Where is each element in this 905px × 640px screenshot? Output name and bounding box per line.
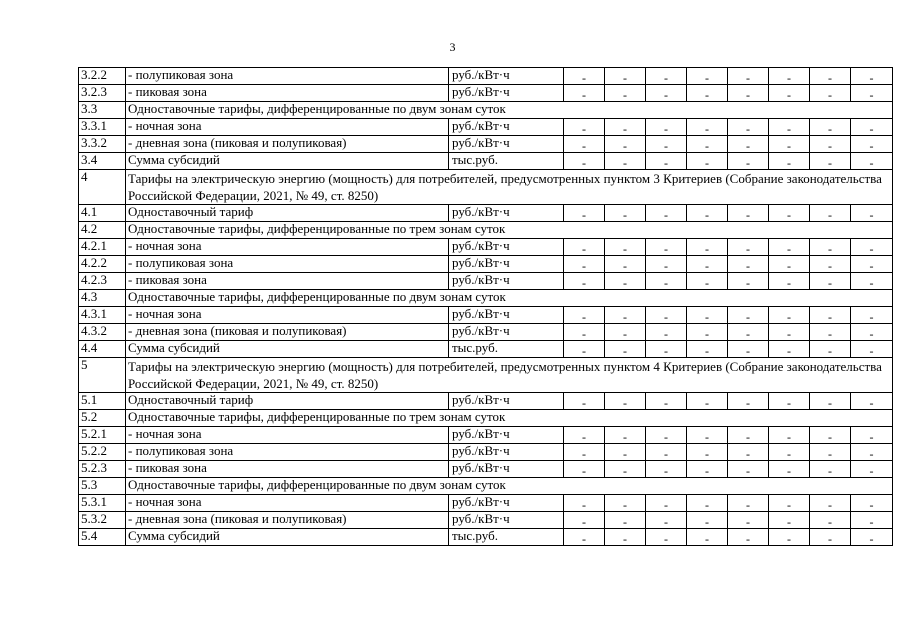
value-cell: - [564, 85, 605, 102]
row-number: 3.3.2 [79, 136, 126, 153]
row-label: - ночная зона [126, 495, 449, 512]
table-row [79, 153, 893, 170]
value-cell: - [851, 256, 893, 273]
row-label: - полупиковая зона [126, 68, 449, 85]
value-cell: - [728, 256, 769, 273]
row-number: 3.3.1 [79, 119, 126, 136]
value-cell: - [728, 427, 769, 444]
value-cell: - [564, 495, 605, 512]
row-unit: руб./кВт·ч [449, 119, 564, 136]
value-cell: - [851, 324, 893, 341]
value-cell: - [769, 324, 810, 341]
row-unit: руб./кВт·ч [449, 427, 564, 444]
row-label: Одноставочные тарифы, дифференцированные по трем зонам суток [126, 222, 893, 239]
value-cell: - [687, 341, 728, 358]
table-row [79, 68, 893, 85]
value-cell: - [646, 393, 687, 410]
value-cell: - [810, 512, 851, 529]
value-cell: - [769, 495, 810, 512]
value-cell: - [810, 461, 851, 478]
row-number: 5.2.3 [79, 461, 126, 478]
value-cell: - [605, 393, 646, 410]
value-cell: - [564, 427, 605, 444]
row-number: 5.2 [79, 410, 126, 427]
value-cell: - [810, 136, 851, 153]
value-cell: - [728, 512, 769, 529]
value-cell: - [605, 444, 646, 461]
row-number: 4.1 [79, 205, 126, 222]
value-cell: - [564, 205, 605, 222]
value-cell: - [728, 136, 769, 153]
table-row [79, 136, 893, 153]
value-cell: - [769, 85, 810, 102]
value-cell: - [810, 153, 851, 170]
value-cell: - [646, 444, 687, 461]
table-row [79, 410, 893, 427]
row-unit: руб./кВт·ч [449, 68, 564, 85]
table-row [79, 427, 893, 444]
row-number: 5 [79, 358, 126, 393]
value-cell: - [605, 324, 646, 341]
value-cell: - [810, 239, 851, 256]
row-label: Сумма субсидий [126, 341, 449, 358]
row-number: 5.4 [79, 529, 126, 546]
value-cell: - [728, 205, 769, 222]
value-cell: - [810, 444, 851, 461]
value-cell: - [728, 461, 769, 478]
value-cell: - [810, 324, 851, 341]
value-cell: - [851, 427, 893, 444]
value-cell: - [810, 273, 851, 290]
row-unit: тыс.руб. [449, 153, 564, 170]
value-cell: - [769, 205, 810, 222]
value-cell: - [564, 153, 605, 170]
value-cell: - [810, 307, 851, 324]
table-row [79, 102, 893, 119]
row-number: 5.3.1 [79, 495, 126, 512]
row-number: 3.2.3 [79, 85, 126, 102]
value-cell: - [851, 68, 893, 85]
value-cell: - [851, 239, 893, 256]
row-unit: руб./кВт·ч [449, 307, 564, 324]
table-row [79, 307, 893, 324]
row-unit: руб./кВт·ч [449, 444, 564, 461]
value-cell: - [810, 68, 851, 85]
table-row [79, 461, 893, 478]
row-number: 5.3 [79, 478, 126, 495]
value-cell: - [687, 307, 728, 324]
row-label: Одноставочные тарифы, дифференцированные по двум зонам суток [126, 478, 893, 495]
value-cell: - [728, 119, 769, 136]
value-cell: - [687, 495, 728, 512]
value-cell: - [605, 512, 646, 529]
value-cell: - [810, 427, 851, 444]
value-cell: - [769, 119, 810, 136]
row-unit: руб./кВт·ч [449, 85, 564, 102]
value-cell: - [646, 136, 687, 153]
value-cell: - [851, 85, 893, 102]
value-cell: - [646, 529, 687, 546]
table-row [79, 324, 893, 341]
row-unit: тыс.руб. [449, 529, 564, 546]
row-unit: руб./кВт·ч [449, 324, 564, 341]
value-cell: - [728, 341, 769, 358]
value-cell: - [564, 393, 605, 410]
row-label: - полупиковая зона [126, 444, 449, 461]
value-cell: - [728, 529, 769, 546]
value-cell: - [728, 85, 769, 102]
row-unit: руб./кВт·ч [449, 393, 564, 410]
value-cell: - [851, 444, 893, 461]
value-cell: - [851, 205, 893, 222]
value-cell: - [646, 119, 687, 136]
row-label: Одноставочные тарифы, дифференцированные по трем зонам суток [126, 410, 893, 427]
value-cell: - [564, 273, 605, 290]
row-number: 4.3 [79, 290, 126, 307]
row-label: Одноставочный тариф [126, 205, 449, 222]
table-row [79, 170, 893, 205]
value-cell: - [605, 341, 646, 358]
row-number: 4.4 [79, 341, 126, 358]
value-cell: - [564, 68, 605, 85]
table-row [79, 119, 893, 136]
value-cell: - [605, 495, 646, 512]
value-cell: - [810, 119, 851, 136]
value-cell: - [687, 119, 728, 136]
row-label: - пиковая зона [126, 461, 449, 478]
table-row [79, 512, 893, 529]
row-label: - пиковая зона [126, 273, 449, 290]
row-unit: руб./кВт·ч [449, 512, 564, 529]
row-label: - ночная зона [126, 307, 449, 324]
value-cell: - [646, 273, 687, 290]
value-cell: - [728, 239, 769, 256]
row-label: Одноставочный тариф [126, 393, 449, 410]
value-cell: - [687, 324, 728, 341]
value-cell: - [687, 461, 728, 478]
value-cell: - [687, 153, 728, 170]
value-cell: - [728, 273, 769, 290]
value-cell: - [728, 393, 769, 410]
value-cell: - [769, 68, 810, 85]
value-cell: - [564, 119, 605, 136]
value-cell: - [687, 512, 728, 529]
row-label: - ночная зона [126, 239, 449, 256]
value-cell: - [728, 495, 769, 512]
value-cell: - [646, 205, 687, 222]
row-number: 3.4 [79, 153, 126, 170]
value-cell: - [769, 341, 810, 358]
row-label: Сумма субсидий [126, 529, 449, 546]
table-row [79, 222, 893, 239]
value-cell: - [687, 256, 728, 273]
row-label: Тарифы на электрическую энергию (мощность) для потребителей, предусмотренных пунктом 3 Критериев (Собрание законодательства Российской Федерации, 2021, № 49, ст. 8250) [126, 170, 893, 205]
value-cell: - [564, 239, 605, 256]
value-cell: - [646, 495, 687, 512]
value-cell: - [769, 529, 810, 546]
value-cell: - [810, 393, 851, 410]
value-cell: - [605, 68, 646, 85]
value-cell: - [769, 393, 810, 410]
value-cell: - [564, 461, 605, 478]
row-number: 4 [79, 170, 126, 205]
value-cell: - [769, 307, 810, 324]
row-label: - пиковая зона [126, 85, 449, 102]
value-cell: - [646, 68, 687, 85]
page-number: 3 [449, 40, 456, 54]
value-cell: - [851, 153, 893, 170]
row-label: Тарифы на электрическую энергию (мощность) для потребителей, предусмотренных пунктом 4 Критериев (Собрание законодательства Российской Федерации, 2021, № 49, ст. 8250) [126, 358, 893, 393]
row-label: - полупиковая зона [126, 256, 449, 273]
row-unit: руб./кВт·ч [449, 495, 564, 512]
value-cell: - [810, 205, 851, 222]
value-cell: - [605, 136, 646, 153]
value-cell: - [646, 307, 687, 324]
value-cell: - [646, 427, 687, 444]
row-number: 4.2.2 [79, 256, 126, 273]
value-cell: - [851, 341, 893, 358]
value-cell: - [769, 256, 810, 273]
value-cell: - [605, 153, 646, 170]
row-number: 3.2.2 [79, 68, 126, 85]
value-cell: - [605, 273, 646, 290]
value-cell: - [687, 529, 728, 546]
value-cell: - [605, 205, 646, 222]
value-cell: - [687, 68, 728, 85]
value-cell: - [646, 324, 687, 341]
value-cell: - [646, 512, 687, 529]
value-cell: - [810, 495, 851, 512]
table-row [79, 85, 893, 102]
value-cell: - [605, 427, 646, 444]
value-cell: - [605, 239, 646, 256]
value-cell: - [728, 153, 769, 170]
row-number: 5.1 [79, 393, 126, 410]
row-unit: руб./кВт·ч [449, 205, 564, 222]
value-cell: - [646, 239, 687, 256]
value-cell: - [646, 461, 687, 478]
tariff-table [78, 67, 893, 546]
value-cell: - [564, 512, 605, 529]
value-cell: - [728, 68, 769, 85]
row-unit: тыс.руб. [449, 341, 564, 358]
value-cell: - [605, 119, 646, 136]
row-number: 5.2.1 [79, 427, 126, 444]
table-row [79, 290, 893, 307]
table-row [79, 358, 893, 393]
table-row [79, 393, 893, 410]
table-row [79, 444, 893, 461]
value-cell: - [564, 324, 605, 341]
value-cell: - [605, 461, 646, 478]
value-cell: - [851, 461, 893, 478]
value-cell: - [851, 273, 893, 290]
row-unit: руб./кВт·ч [449, 136, 564, 153]
value-cell: - [687, 239, 728, 256]
table-row [79, 239, 893, 256]
table-row [79, 529, 893, 546]
row-label: Одноставочные тарифы, дифференцированные по двум зонам суток [126, 102, 893, 119]
value-cell: - [687, 136, 728, 153]
table-row [79, 495, 893, 512]
value-cell: - [851, 529, 893, 546]
value-cell: - [564, 529, 605, 546]
row-number: 4.2.1 [79, 239, 126, 256]
table-row [79, 256, 893, 273]
value-cell: - [851, 512, 893, 529]
row-unit: руб./кВт·ч [449, 461, 564, 478]
row-number: 5.2.2 [79, 444, 126, 461]
row-unit: руб./кВт·ч [449, 256, 564, 273]
value-cell: - [564, 341, 605, 358]
value-cell: - [646, 341, 687, 358]
value-cell: - [851, 119, 893, 136]
value-cell: - [605, 529, 646, 546]
value-cell: - [851, 393, 893, 410]
value-cell: - [769, 153, 810, 170]
value-cell: - [728, 444, 769, 461]
value-cell: - [769, 444, 810, 461]
value-cell: - [687, 205, 728, 222]
table-row [79, 205, 893, 222]
row-unit: руб./кВт·ч [449, 239, 564, 256]
value-cell: - [687, 273, 728, 290]
row-label: Одноставочные тарифы, дифференцированные по двум зонам суток [126, 290, 893, 307]
value-cell: - [687, 444, 728, 461]
value-cell: - [728, 307, 769, 324]
row-number: 5.3.2 [79, 512, 126, 529]
value-cell: - [728, 324, 769, 341]
value-cell: - [769, 461, 810, 478]
value-cell: - [810, 341, 851, 358]
row-number: 4.2.3 [79, 273, 126, 290]
row-label: - дневная зона (пиковая и полупиковая) [126, 324, 449, 341]
row-number: 4.3.1 [79, 307, 126, 324]
row-number: 3.3 [79, 102, 126, 119]
value-cell: - [687, 85, 728, 102]
value-cell: - [810, 256, 851, 273]
table-row [79, 273, 893, 290]
value-cell: - [564, 256, 605, 273]
value-cell: - [810, 85, 851, 102]
value-cell: - [687, 393, 728, 410]
value-cell: - [851, 495, 893, 512]
value-cell: - [769, 427, 810, 444]
value-cell: - [605, 256, 646, 273]
row-label: - ночная зона [126, 119, 449, 136]
value-cell: - [851, 307, 893, 324]
row-label: - дневная зона (пиковая и полупиковая) [126, 512, 449, 529]
value-cell: - [564, 307, 605, 324]
row-number: 4.3.2 [79, 324, 126, 341]
value-cell: - [605, 85, 646, 102]
value-cell: - [810, 529, 851, 546]
value-cell: - [605, 307, 646, 324]
value-cell: - [769, 512, 810, 529]
value-cell: - [769, 273, 810, 290]
row-label: - ночная зона [126, 427, 449, 444]
value-cell: - [564, 444, 605, 461]
value-cell: - [646, 85, 687, 102]
value-cell: - [646, 256, 687, 273]
value-cell: - [646, 153, 687, 170]
value-cell: - [687, 427, 728, 444]
value-cell: - [564, 136, 605, 153]
row-unit: руб./кВт·ч [449, 273, 564, 290]
value-cell: - [769, 239, 810, 256]
value-cell: - [851, 136, 893, 153]
value-cell: - [769, 136, 810, 153]
row-label: - дневная зона (пиковая и полупиковая) [126, 136, 449, 153]
table-row [79, 478, 893, 495]
row-number: 4.2 [79, 222, 126, 239]
row-label: Сумма субсидий [126, 153, 449, 170]
table-row [79, 341, 893, 358]
